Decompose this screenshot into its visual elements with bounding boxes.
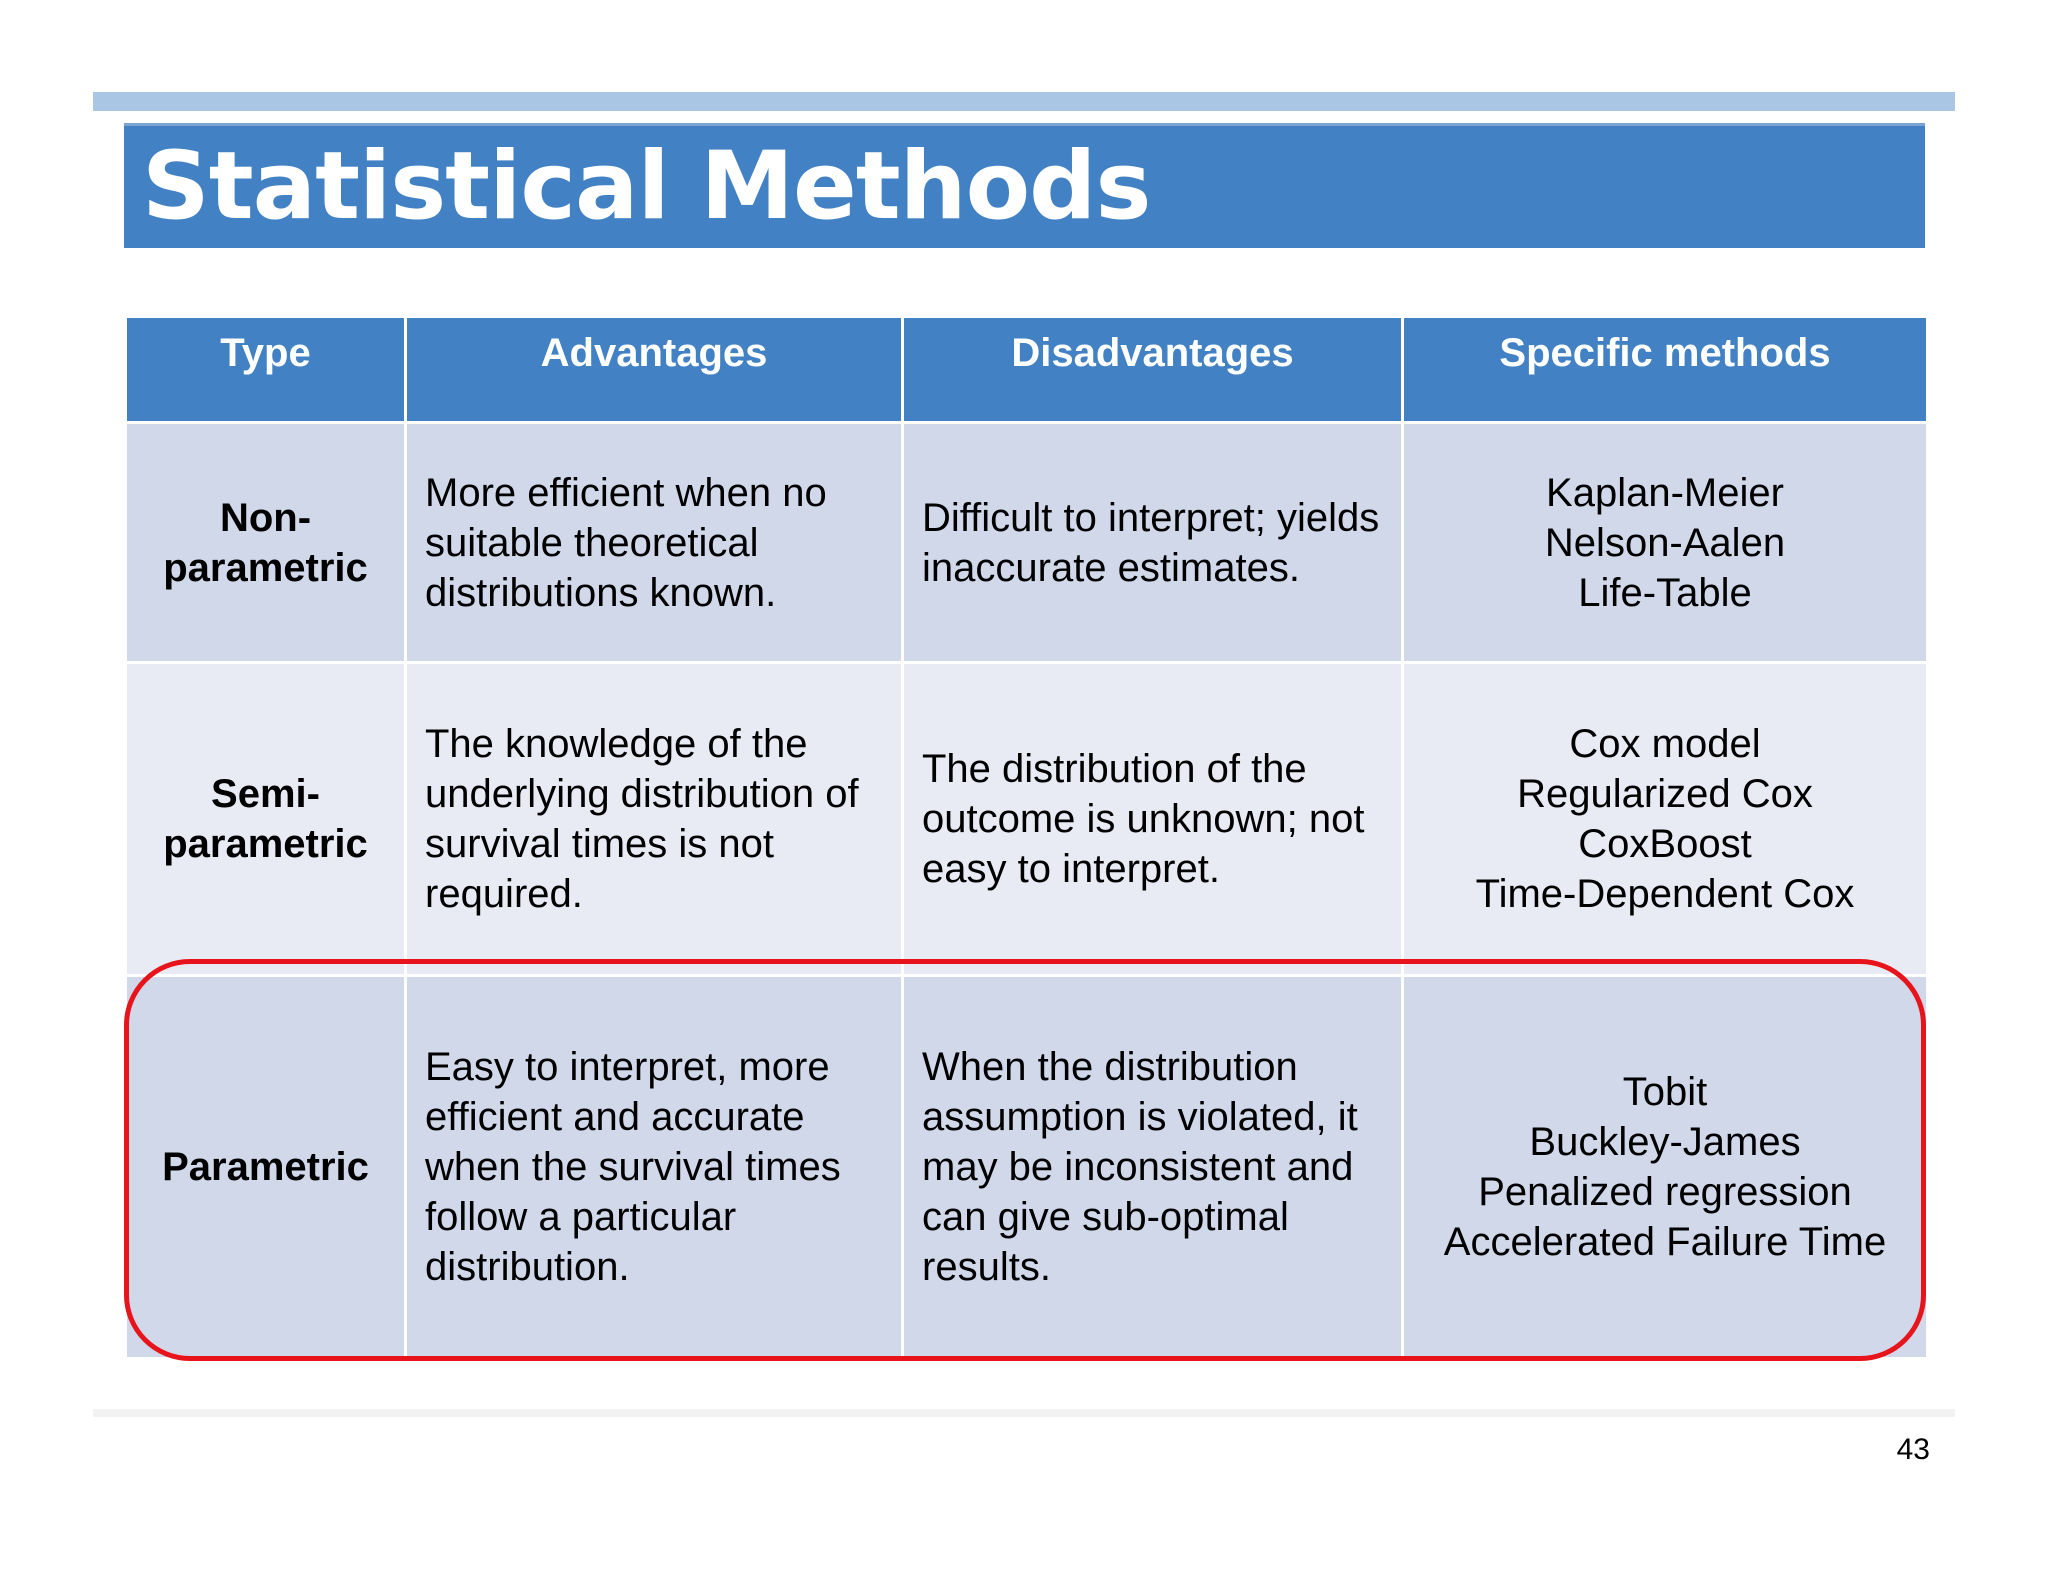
header-specific-methods: Specific methods [1403,317,1928,423]
method-item: Kaplan-Meier [1546,470,1784,515]
method-item: Regularized Cox [1517,772,1813,816]
type-cell: Semi- parametric [126,663,406,976]
table-row-parametric [126,976,1928,1359]
header-advantages: Advantages [406,317,903,423]
table-row-semiparametric [126,663,1928,976]
type-cell: Non- parametric [126,423,406,663]
methods-cell [1403,423,1928,663]
bottom-divider [93,1409,1955,1417]
methods-cell [1403,663,1928,976]
advantages-cell: More efficient when no suitable theoretical distributions known. [406,423,903,663]
methods-cell [1403,976,1928,1359]
header-type: Type [126,317,406,423]
disadvantages-cell: The distribution of the outcome is unknown; not easy to interpret. [903,663,1403,976]
statistical-methods-table [124,315,1929,1360]
advantages-cell: The knowledge of the underlying distribution of survival times is not required. [406,663,903,976]
method-item: Buckley-James [1529,1120,1801,1164]
slide-title: Statistical Methods [142,132,1151,241]
method-item: Cox model [1569,722,1761,766]
advantages-cell: Easy to interpret, more efficient and accurate when the survival times follow a particular distribution. [406,976,903,1359]
table-header-row [126,317,1928,423]
type-cell: Parametric [126,976,406,1359]
page-number: 43 [1896,1433,1930,1466]
top-divider-bar [93,92,1955,111]
disadvantages-cell: Difficult to interpret; yields inaccurate estimates. [903,423,1403,663]
method-item: Time-Dependent Cox [1475,872,1855,916]
method-item: Nelson-Aalen [1544,520,1786,565]
table-row-nonparametric [126,423,1928,663]
method-item: Accelerated Failure Time [1443,1220,1887,1264]
method-item: Penalized regression [1478,1170,1852,1214]
method-item: Tobit [1622,1070,1708,1114]
header-disadvantages: Disadvantages [903,317,1403,423]
title-banner [124,123,1925,248]
method-item: CoxBoost [1578,822,1752,866]
disadvantages-cell: When the distribution assumption is violated, it may be inconsistent and can give sub-optimal results. [903,976,1403,1359]
method-item: Life-Table [1578,570,1752,615]
